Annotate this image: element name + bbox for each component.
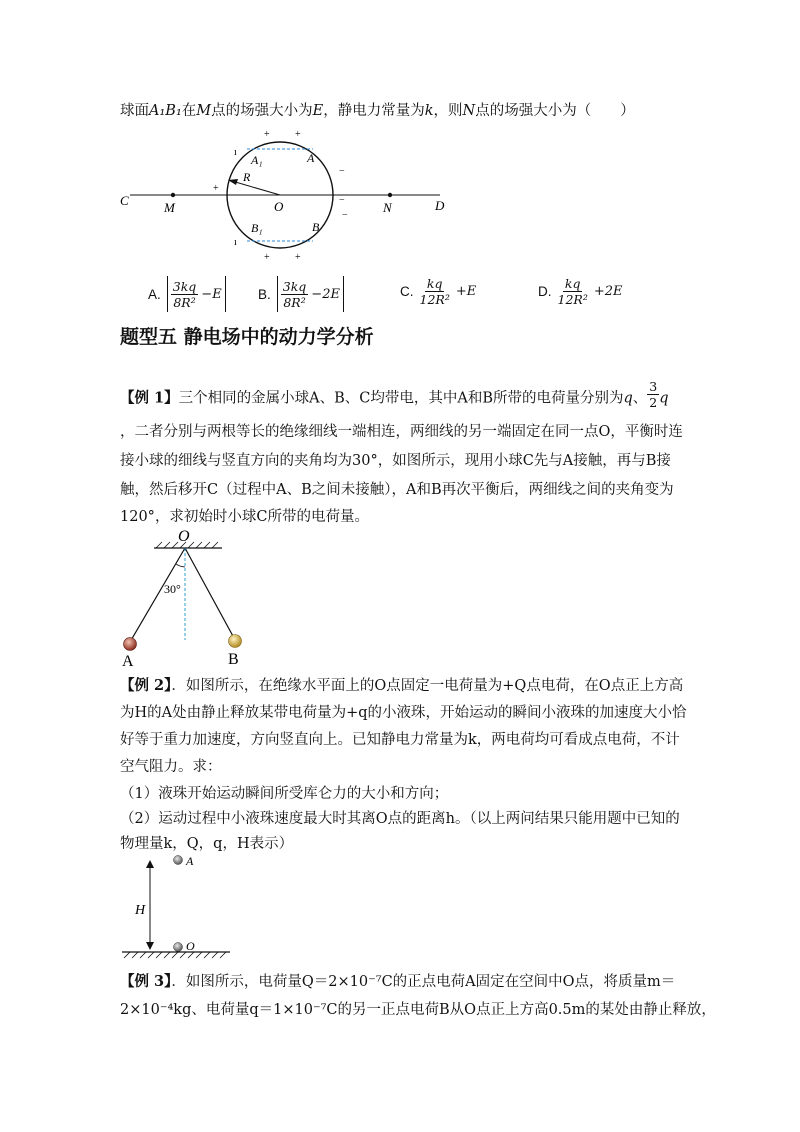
label-D: D	[435, 198, 445, 213]
denominator: 2	[649, 395, 658, 410]
label-N: N	[383, 200, 392, 215]
pendulum-figure	[118, 528, 258, 670]
ex2-line-5: （1）液珠开始运动瞬间所受库仑力的大小和方向；	[120, 786, 449, 802]
text: ，静电力常量为	[323, 103, 425, 119]
charge-minus: −	[342, 210, 348, 221]
label-O: O	[274, 199, 284, 214]
option-label: A.	[148, 286, 161, 302]
label-A: A	[122, 653, 134, 670]
fraction	[420, 276, 450, 307]
charge-plus: +	[264, 129, 270, 140]
abs-expression	[167, 276, 226, 312]
charge-minus: −	[339, 166, 345, 177]
math-A1B1: A₁B₁	[149, 103, 182, 119]
question-stem-line	[120, 101, 635, 121]
label-B: B	[228, 651, 239, 668]
label-R: R	[243, 170, 251, 184]
label-B1: B₁	[251, 221, 263, 235]
numerator: 3kq	[172, 278, 197, 294]
charge-tick: ı	[234, 237, 237, 248]
option-c[interactable]	[400, 276, 476, 307]
fraction	[281, 279, 309, 310]
charge-tick: ı	[234, 147, 237, 158]
option-label: D.	[538, 284, 552, 299]
ball-O	[174, 943, 183, 952]
math-q: q	[623, 390, 633, 407]
expression-tail: −E	[201, 286, 222, 302]
text: 、	[632, 390, 648, 407]
numerator: 3kq	[282, 278, 307, 294]
option-a[interactable]	[148, 276, 226, 312]
label-A: A	[307, 151, 315, 165]
ex3-line-1	[120, 972, 675, 992]
label-O: O	[178, 528, 190, 545]
angle-30: 30°	[352, 453, 378, 469]
label-B: B	[312, 220, 320, 234]
ex2-line-1	[120, 676, 683, 696]
label-O: O	[186, 939, 195, 953]
example-tag: 【例 1】	[120, 389, 179, 407]
ex1-line-1	[120, 379, 669, 414]
sphere-figure	[110, 122, 460, 270]
ex2-line-3: 好等于重力加速度，方向竖直向上。已知静电力常量为k，两电荷均可看成点电荷，不计	[120, 732, 680, 748]
label-A: A	[186, 854, 194, 868]
ball-a	[124, 638, 137, 651]
example-tag: 【例 2】	[120, 677, 172, 694]
text: ，如图所示，现用小球C先与A接触，再与B接	[377, 453, 671, 469]
denominator: 12R²	[419, 292, 450, 307]
text: 在	[181, 103, 197, 119]
option-label: C.	[400, 284, 414, 299]
angle-label: 30°	[164, 582, 181, 596]
ex1-line-3	[120, 451, 671, 471]
text: ．如图所示，在绝缘水平面上的O点固定一电荷量为+Q点电荷，在O点正上方高	[171, 678, 684, 694]
text: ．如图所示，电荷量Q＝2×10⁻⁷C的正点电荷A固定在空间中O点，将质量m＝	[171, 974, 676, 990]
example-tag: 【例 3】	[120, 973, 172, 990]
ball-A	[174, 856, 183, 865]
ex2-line-7: 物理量k，Q，q，H表示）	[120, 836, 294, 852]
abs-expression	[277, 276, 344, 312]
height-figure	[118, 852, 238, 962]
expression-tail: −2E	[311, 286, 340, 302]
math-M: M	[196, 103, 212, 119]
label-M: M	[164, 200, 175, 215]
ex1-line-2: ，二者分别与两根等长的绝缘细线一端相连，两细线的另一端固定在同一点O，平衡时连	[120, 424, 683, 440]
ball-b	[229, 635, 242, 648]
ex2-line-2: 为H的A处由静止释放某带电荷量为+q的小液珠，开始运动的瞬间小液珠的加速度大小恰	[120, 705, 687, 721]
option-d[interactable]	[538, 276, 623, 307]
ex2-line-4: 空气阻力。求：	[120, 759, 222, 775]
charge-minus: −	[339, 195, 345, 206]
text: 点的场强大小为	[211, 103, 313, 119]
charge-plus: +	[213, 183, 219, 194]
option-b[interactable]	[258, 276, 344, 312]
charge-plus: +	[264, 252, 270, 263]
ex2-line-6: （2）运动过程中小液珠速度最大时其离O点的距离h。（以上两问结果只能用题中已知的	[120, 811, 680, 827]
denominator: 8R²	[173, 294, 196, 310]
expression-tail: +E	[455, 284, 477, 299]
label-C: C	[120, 193, 129, 208]
expression-tail: +2E	[593, 284, 623, 299]
text: 三个相同的金属小球A、B、C均带电，其中A和B所带的电荷量分别为	[178, 390, 624, 407]
text: ，求初始时小球C所带的电荷量。	[154, 509, 370, 525]
text: 点的场强大小为（ ）	[475, 103, 635, 119]
text: 球面	[120, 103, 149, 119]
denominator: 8R²	[283, 294, 306, 310]
math-q: q	[659, 390, 669, 407]
fraction-3-2	[647, 379, 659, 410]
numerator: kq	[564, 276, 581, 291]
option-label: B.	[258, 286, 271, 302]
label-H: H	[135, 903, 146, 918]
math-k: k	[424, 103, 434, 119]
section-title: 题型五 静电场中的动力学分析	[120, 326, 374, 348]
text: 接小球的细线与竖直方向的夹角均为	[120, 453, 352, 469]
ex1-line-5	[120, 507, 369, 527]
denominator: 12R²	[557, 292, 588, 307]
math-N: N	[462, 103, 476, 119]
text: ，则	[433, 103, 463, 119]
ex1-line-4: 触，然后移开C（过程中A、B之间未接触），A和B再次平衡后，两细线之间的夹角变为	[120, 482, 674, 498]
charge-plus: +	[295, 129, 301, 140]
label-A1: A₁	[251, 153, 263, 167]
fraction	[171, 279, 199, 310]
math-E: E	[312, 103, 324, 119]
charge-plus: +	[295, 252, 301, 263]
numerator: 3	[649, 379, 658, 394]
angle-120: 120°	[120, 509, 155, 525]
numerator: kq	[426, 276, 443, 291]
fraction	[558, 276, 588, 307]
ex3-line-2: 2×10⁻⁴kg、电荷量q＝1×10⁻⁷C的另一正点电荷B从O点正上方高0.5m的某处由静止释放，	[120, 1002, 716, 1018]
